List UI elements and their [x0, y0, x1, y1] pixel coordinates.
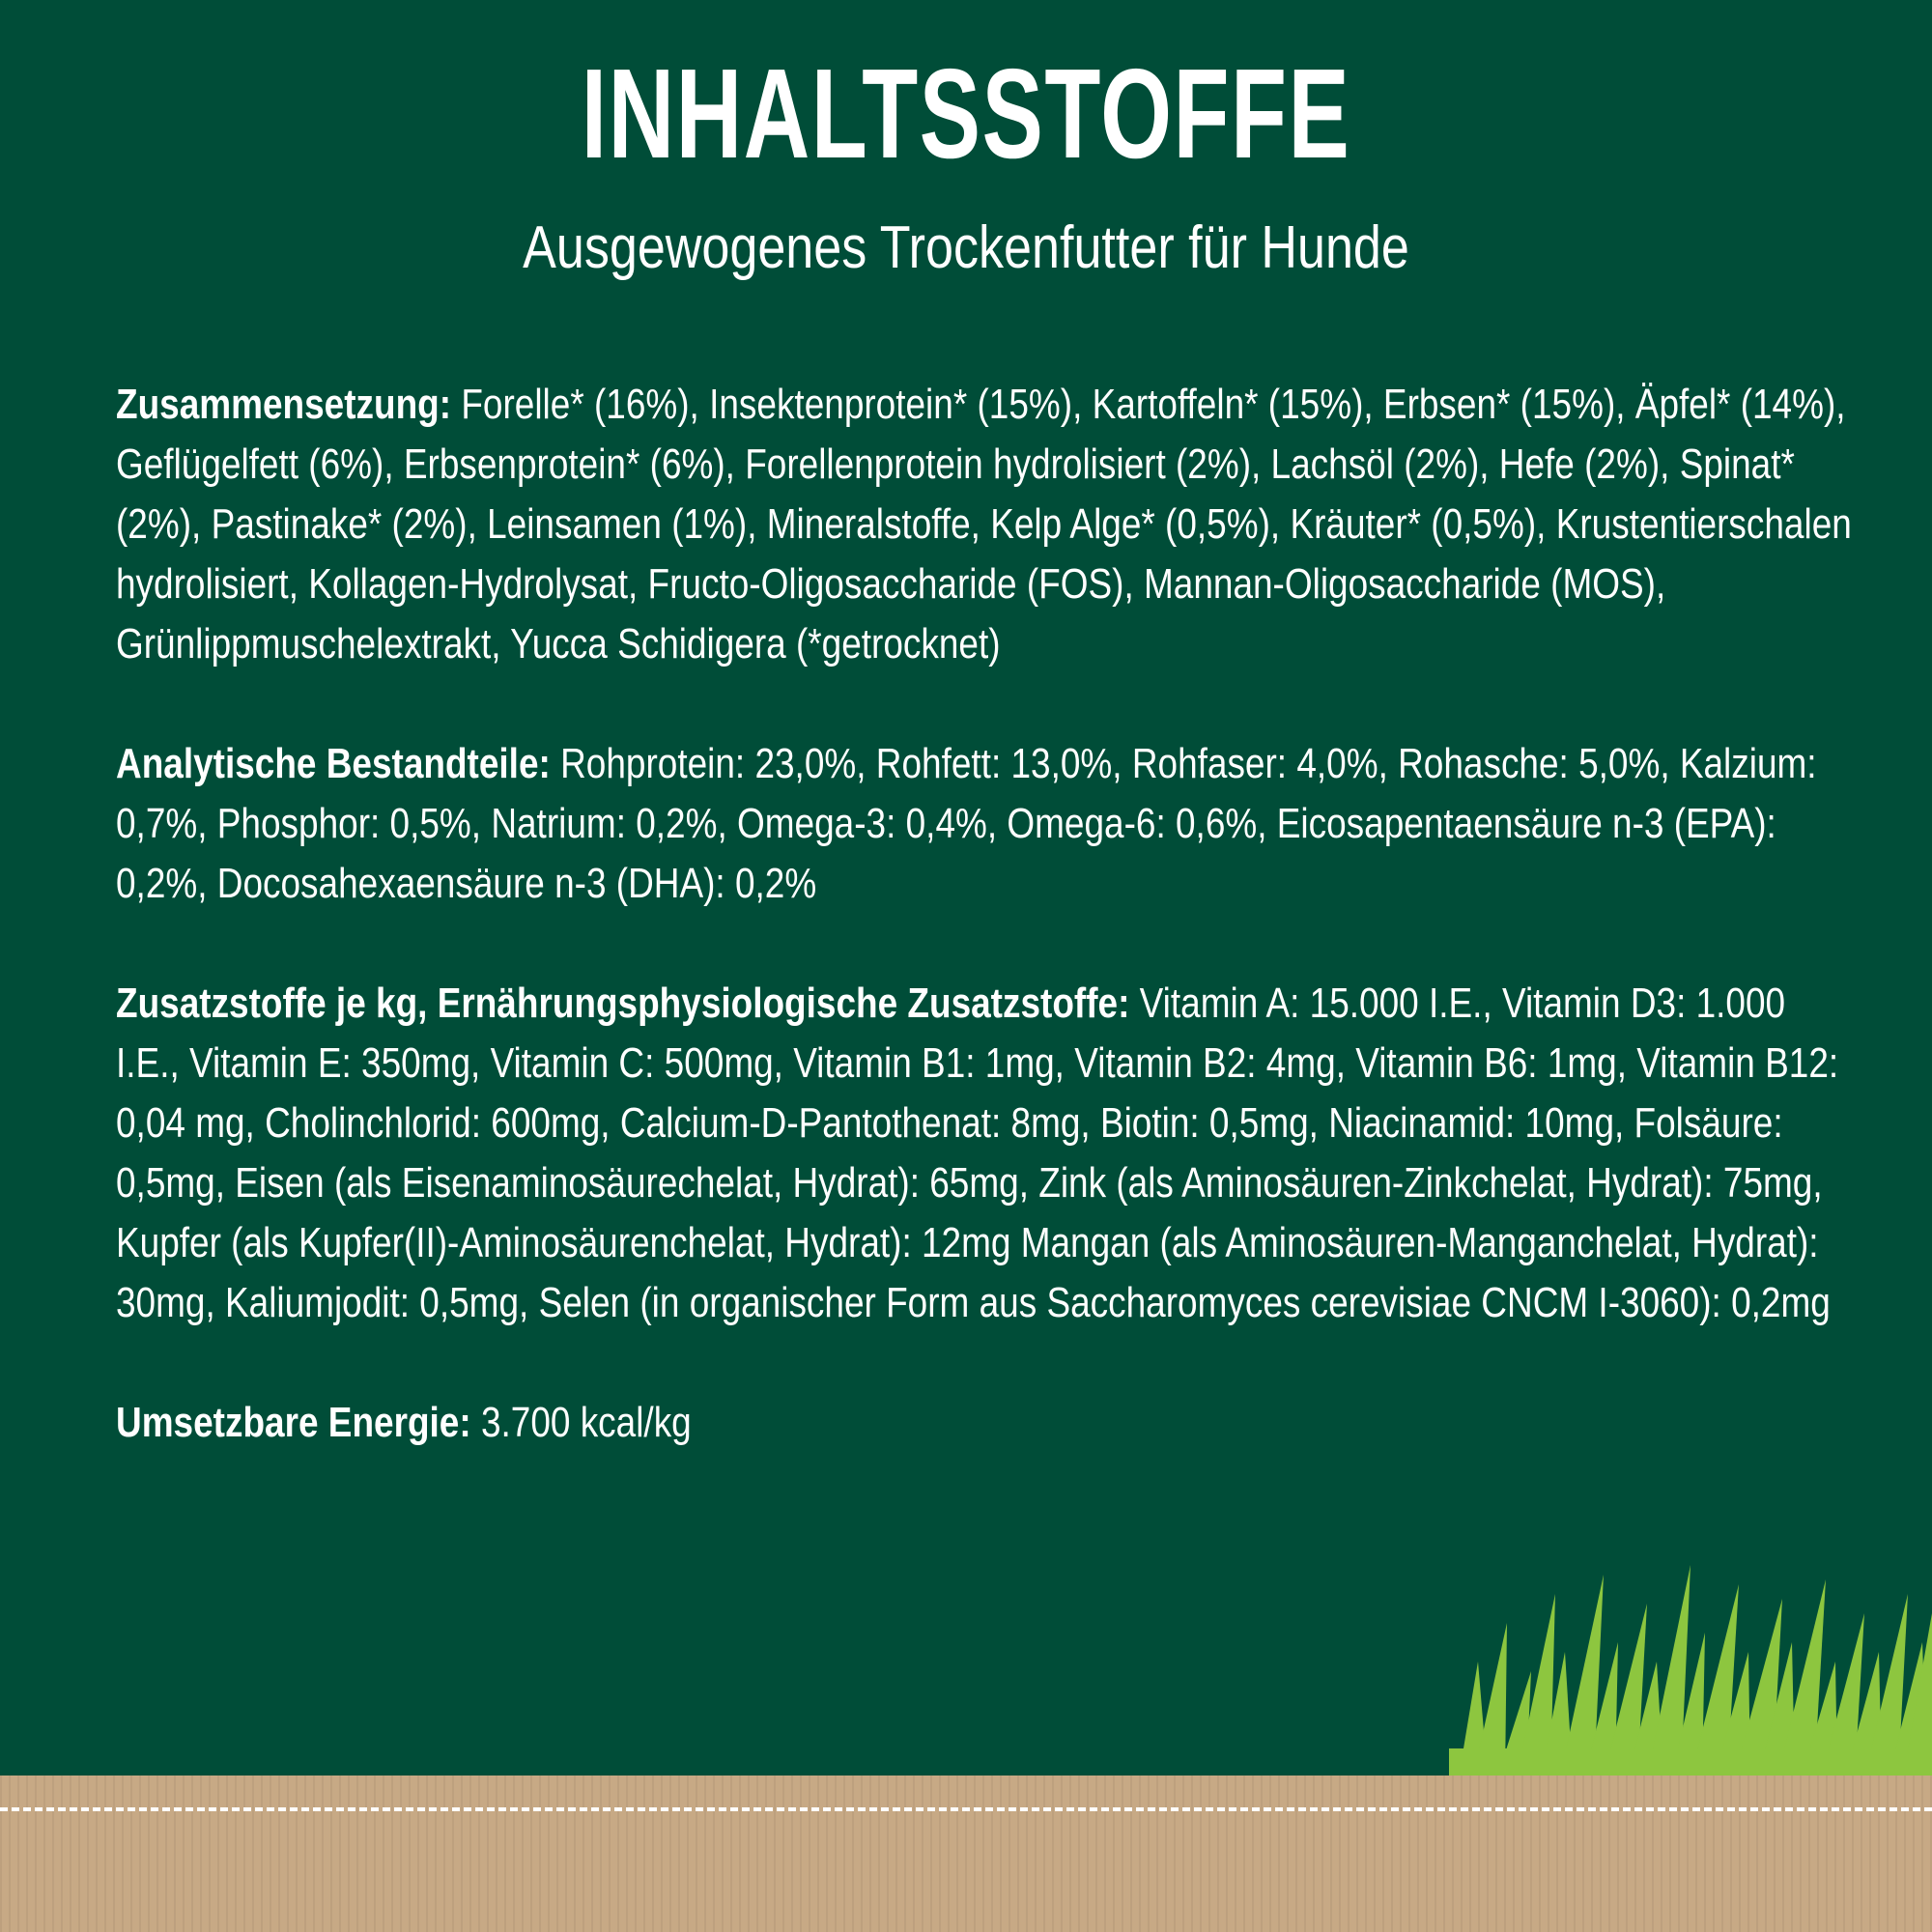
section-text: 3.700 kcal/kg	[480, 1399, 692, 1446]
section-text: Forelle* (16%), Insektenprotein* (15%), Kartoffeln* (15%), Erbsen* (15%), Äpfel* (14%), Geflügelfett (6%), Erbsenprotein* (6%), Forellenprotein hydrolisiert (2%), Lachsöl (2%), Hefe (2%), Spinat* (2%), Pastinake* (2%), Leinsamen (1%), Mineralstoffe, Kelp Alge* (0,5%), Kräuter* (0,5%), Krustentierschalen hydrolisiert, Kollagen-Hydrolysat, Fructo-Oligosaccharide (FOS), Mannan-Oligosaccharide (MOS), Grünlippmuschelextrakt, Yucca Schidigera (*getrocknet)	[116, 381, 1852, 668]
cardboard-band	[0, 1776, 1932, 1932]
page-title: INHALTSSTOFFE	[581, 43, 1351, 185]
section-text: Vitamin A: 15.000 I.E., Vitamin D3: 1.000 I.E., Vitamin E: 350mg, Vitamin C: 500mg, Vitamin B1: 1mg, Vitamin B2: 4mg, Vitamin B6: 1mg, Vitamin B12: 0,04 mg, Cholinchlorid: 600mg, Calcium-D-Pantothenat: 8mg, Biotin: 0,5mg, Niacinamid: 10mg, Folsäure: 0,5mg, Eisen (als Eisenaminosäurechelat, Hydrat): 65mg, Zink (als Aminosäuren-Zinkchelat, Hydrat): 75mg, Kupfer (als Kupfer(II)-Aminosäurenchelat, Hydrat): 12mg Mangan (als Aminosäuren-Manganchelat, Hydrat): 30mg, Kaliumjodit: 0,5mg, Selen (in organischer Form aus Saccharomyces cerevisiae CNCM I-3060): 0,2mg	[116, 980, 1839, 1326]
section-umsetzbare-energie	[116, 1393, 1853, 1453]
section-label: Zusatzstoffe je kg, Ernährungsphysiologische Zusatzstoffe:	[116, 980, 1130, 1027]
grass-icon	[1449, 1555, 1932, 1777]
section-label: Zusammensetzung:	[116, 381, 452, 428]
section-analytische-bestandteile	[116, 734, 1853, 914]
section-zusatzstoffe	[116, 974, 1853, 1333]
section-label: Analytische Bestandteile:	[116, 740, 551, 787]
page-subtitle: Ausgewogenes Trockenfutter für Hunde	[523, 214, 1409, 281]
section-zusammensetzung	[116, 375, 1853, 674]
ingredients-content	[116, 375, 1853, 1513]
dashed-divider	[0, 1807, 1932, 1811]
section-label: Umsetzbare Energie:	[116, 1399, 471, 1446]
section-text: Rohprotein: 23,0%, Rohfett: 13,0%, Rohfaser: 4,0%, Rohasche: 5,0%, Kalzium: 0,7%, Phosphor: 0,5%, Natrium: 0,2%, Omega-3: 0,4%, Omega-6: 0,6%, Eicosapentaensäure n-3 (EPA): 0,2%, Docosahexaensäure n-3 (DHA): 0,2%	[116, 740, 1817, 907]
